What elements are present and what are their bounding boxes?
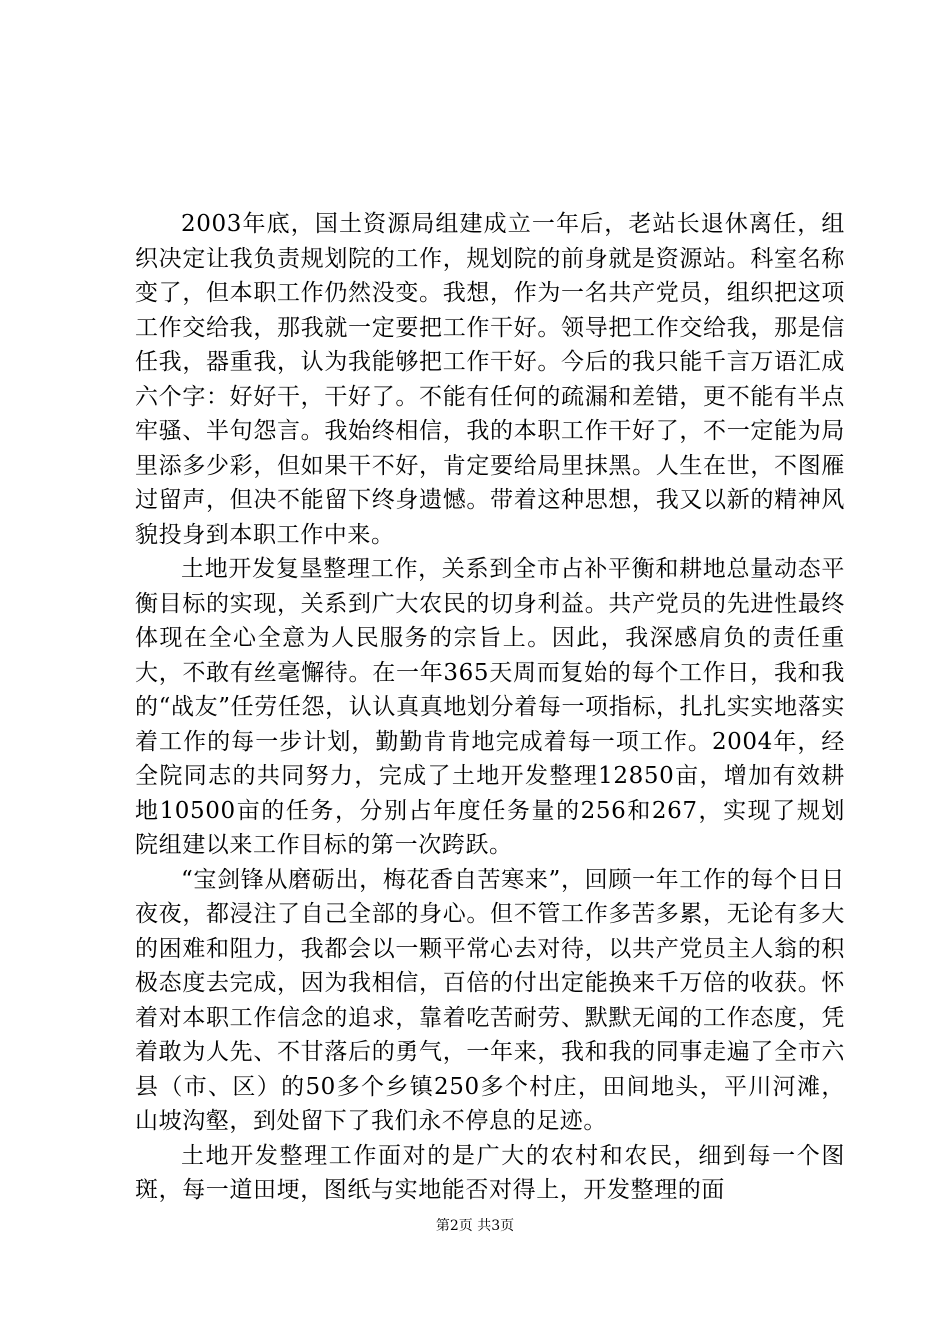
page-number-footer: 第2页 共3页 [435,1218,515,1234]
paragraph: “宝剑锋从磨砺出，梅花香自苦寒来”，回顾一年工作的每个日日夜夜，都浸注了自己全部的身心。但不管工作多苦多累，无论有多大的困难和阻力，我都会以一颗平常心去对待，以共产党员主人翁的积极态度去完成，因为我相信，百倍的付出定能换来千万倍的收获。怀着对本职工作信念的追求，靠着吃苦耐劳、默默无闻的工作态度，凭着敢为人先、不甘落后的勇气，一年来，我和我的同事走遍了全市六县（市、区）的50多个乡镇250多个村庄，田间地头，平川河滩，山坡沟壑，到处留下了我们永不停息的足迹。 [135,866,845,1134]
paragraph: 土地开发复垦整理工作，关系到全市占补平衡和耕地总量动态平衡目标的实现，关系到广大农民的切身利益。共产党员的先进性最终体现在全心全意为人民服务的宗旨上。因此，我深感肩负的责任重大，不敢有丝毫懈待。在一年365天周而复始的每个工作日，我和我的“战友”任劳任怨，认认真真地划分着每一项指标，扎扎实实地落实着工作的每一步计划，勤勤肯肯地完成着每一项工作。2004年，经全院同志的共同努力，完成了土地开发整理12850亩，增加有效耕地10500亩的任务，分别占年度任务量的256和267，实现了规划院组建以来工作目标的第一次跨跃。 [135,556,845,858]
paragraph: 土地开发整理工作面对的是广大的农村和农民，细到每一个图斑，每一道田埂，图纸与实地能否对得上，开发整理的面 [135,1142,845,1203]
paragraph: 2003年底，国土资源局组建成立一年后，老站长退休离任，组织决定让我负责规划院的工作，规划院的前身就是资源站。科室名称变了，但本职工作仍然没变。我想，作为一名共产党员，组织把这项工作交给我，那我就一定要把工作干好。领导把工作交给我，那是信任我，器重我，认为我能够把工作干好。今后的我只能千言万语汇成六个字：好好干，干好了。不能有任何的疏漏和差错，更不能有半点牢骚、半句怨言。我始终相信，我的本职工作干好了，不一定能为局里添多少彩，但如果干不好，肯定要给局里抹黑。人生在世，不图雁过留声，但决不能留下终身遗憾。带着这种思想，我又以新的精神风貌投身到本职工作中来。 [135,211,845,548]
document-body [135,207,845,1208]
